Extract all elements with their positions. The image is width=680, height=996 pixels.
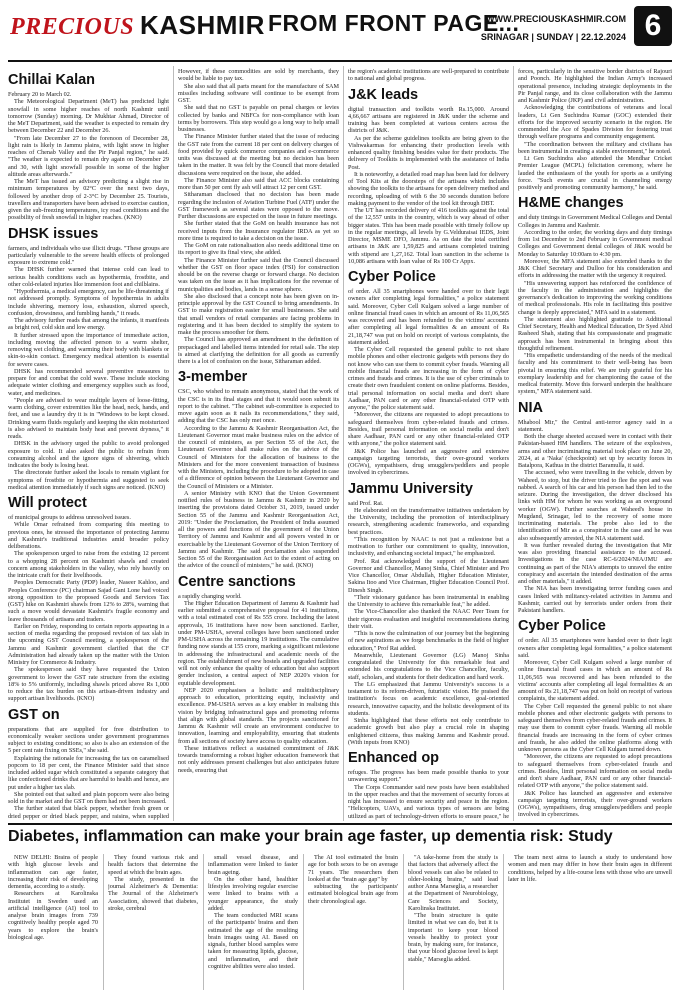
paragraph: The team conducted MRI scans of the participants' brains and then estimated the age of the resulting brain images using AI. Based on signals, further blood samples were taken for measuring lipids, glucose, and inflammation, and their cognitive abilities were also tested. [208,912,298,970]
column-divider [103,854,104,990]
section-rule [8,823,672,825]
paragraph: "His empathetic understanding of the needs of the medical faculty and his commitment to their well-being has been pivotal in ensuring this relief. We are truly grateful for his exemplary leadership and for championing the cause of the medical fraternity. Move this forward underpin the healthcare system," MFA statement said. [518,352,672,396]
paragraph: However, if these commodities are sold by merchants, they would be liable to pay tax. [178,68,339,83]
paragraph: said Prof. Rai. [348,499,384,507]
paragraph: "The coordination between the military and civilians has been instrumental in creating a stable environment," he noted. [518,140,672,155]
paragraph: The Corps Commander said new posts have been established in the upper reaches and that the movement of security forces at night has increased to ensure security and peace in the region. "Helicopters, UAVs, and various types of sensors are being utilized as part of technology-driven efforts to ensure peace," he [348,783,509,820]
paragraph: These initiatives reflect a sustained commitment of J&K towards transforming a robust higher education framework that not only addresses present challenges but also anticipates future needs, ensuring that [178,744,339,774]
paragraph: He elaborated on the transformative initiatives undertaken by the University, including the promotion of interdisciplinary research, strengthening academic frameworks, and expanding best practices. [348,506,509,536]
column-divider [513,66,514,821]
logo-precious: PRECIOUS [10,14,135,40]
paragraph: The Cyber Cell requested the general public to not share mobile phones and other electronic gadgets with persons to safeguard themselves from cyber-related frauds and crimes. It may use them to commit cyber frauds. Warning all mobile financial frauds are increasing in the form of cyber crimes and frauds, he also added the online platforms along with unknown persons as the Cyber Cell Kulgam turned down. [518,702,672,753]
paragraph: digital transaction and toolkits worth Rs.15,000. Around 4,66,667 artisans are registered in J&K under the scheme and training has been completed at various centers across the districts of J&K. [348,105,509,135]
paragraph: She pointed out that salted and plain popcorn were also being sold in the market and the GST on them had not been increased. [8,790,169,805]
paragraph: The Meteorological Department (MeT) has predicted light snowfall in some higher reaches of north Kashmir until tomorrow (Sunday) morning. Dr Mukhtar Ahmad, Director of the MeT Department, said the weather is expected to remain dry between December 22 and December 26. [8,98,169,135]
paragraph: "Their visionary guidance has been instrumental in enabling the University to achieve this remarkable feat," he added. [348,593,509,608]
headline-nia: NIA [518,399,543,416]
paragraph: Meanwhile, Lieutenant Governor (LG) Manoj Sinha congratulated the University for this remarkable feat and extended his congratulations to the Vice Chancellor, faculty, staff, scholars, and students for their dedication and hard work. [348,651,509,681]
paragraph: It is noteworthy, a detailed road map has been laid for delivery of Tool Kits at the doorsteps of the artisans which includes showing the toolkits to the artisans for open delivery method and recording, uploading of with 6 the 30 seconds duration before making payment to the vendor of the tool kit through DBT. [348,170,509,207]
paragraph: The Council has approved an amendment in the definition of prepackaged and labelled items intended for retail sale. The step is aimed at clarifying the definition for all goods as currently there is a lot of confusion on the issue, Sitharaman added. [178,336,339,365]
paragraph: Earlier on Friday, responding to certain reports appearing in a section of media regarding the proposed revision of tax slab in the upcoming GST Council meeting, a spokesperson of the Jammu and Kashmir government clarified that the CF Administration had already taken up the matter with the Union Ministry for Commerce & Industry. [8,622,169,666]
paragraph: Both the charge sheeted accused were in contact with their Pakistan-based HM handlers. The seizure of the explosives, arms and other incriminating material took place on June 20, 2024, at a 'Naka' (checkpoint) set up by security forces in Batalpora, Kathua in the district Baramulla, it said. [518,433,672,469]
paragraph: "This recognition by NAAC is not just a milestone but a motivation to further our commitment to quality, innovation, inclusivity, and enhancing societal impact," he emphasized. [348,535,509,558]
logo-kashmir: KASHMIR [140,10,265,40]
paragraph: The further stated that black pepper, whether fresh green or dried pepper or dried black pepper, and raisins, when supplied [8,805,169,820]
paragraph: The advisory further reads that among the infants, it manifests as bright red, cold skin and low energy. [8,317,169,332]
headline-jammu-university: Jammu University [348,480,473,497]
paragraph: On the other hand, healthier lifestyles involving regular exercise were linked to brains with a younger appearance, the study added. [208,875,298,912]
headline-gst-on: GST on [8,706,60,723]
masthead-rule [8,60,672,62]
paragraph: The Finance Minister also said that ACC blocks containing more than 50 per cent fly ash will attract 12 per cent GST. [178,176,339,191]
bottom-column-6 [508,854,672,992]
paragraph: J&K Police has launched an aggressive and extensive campaign targeting terrorists, their over-ground workers (OGWs), sympathisers, drug smugglers/peddlers and people involved in cybercrimes. [518,789,672,819]
bottom-column-1 [8,854,98,992]
paragraph: preparations that are supplied for free distribution to economically weaker sections under government programmes subject to existing conditions; so also is also an extension of the 5 per cent rate fixing on SSEs," she said. [8,725,169,755]
column-1 [8,68,169,820]
paragraph: February 20 to March 02. [8,91,72,98]
paragraph: It further stressed upon the importance of immediate action, including moving the affected person to a warm shelter, removing wet clothing, and warming their body with blankets or skin-to-skin contact. Emergency medical attention is essential for severe cases. [8,331,169,368]
paragraph: According to the order, the working days and duty timings from 1st December to 2nd February in Government medical Colleges and Government dental colleges of J&K would be Monday to Saturday 10:00am to 4:30 pm. [518,228,672,258]
paragraph: The Finance Minister further said that the Council discussed whether the GST on floor space index (FSI) for construction should be on the reverse charge or forward charge. No decision was taken on the issue as it has implications for the revenue of municipalities and bodies, lands in a sense sphere. [178,256,339,293]
paragraph: The team next aims to launch a study to understand how women and men may differ in how their brain ages in different conditions, helped by a life-course lens with those who are unwell later in life. [508,854,672,883]
newspaper-logo[interactable] [10,10,265,40]
paragraph: forces, particularly in the sensitive border districts of Rajouri and Poonch. He highlighted the Indian Army's increased operational presence, including strategic deployments in the Pir Panjal range, and its close collaboration with the Jammu and Kashmir Police (JKP) and civil administration. [518,68,672,104]
paragraph: Explaining the rationale for increasing the tax on caramelised popcorn to 18 per cent, the Finance Minister said that since included added sugar which constituted a separate category that like confectioned drinks that are harmful to health and hence, are put under a higher tax slab. [8,754,169,791]
paragraph: The AI tool estimated the brain age for both sexes to be on average 71 years. The researchers then looked at the "brain age gap" by [308,854,398,883]
paragraph: A senior Ministry with KNO that the Union Government notified rules of business in Jammu & Kashmir in 2020 by inserting the provisions dated October 31, 2019, issued under Section 55 of the Jammu and Kashmir Reorganisation Act, 2019: "Under the Proclamation, the President of India assumed all the powers and functions of the government of the Union Territory of Jammu and Kashmir and all powers vested in or exercisable by the Lieutenant Governor of the Union Territory of Jammu and Kashmir. The said proclamation also suspended Section 55 of the Reorganisation Act to the extent of acting on the advice of the council of ministers," he said. (KNO) [178,489,339,570]
paragraph: NEW DELHI: Brains of people with high glucose levels and inflammation can age faster, increasing their risk of developing dementia, according to a study. [8,854,98,890]
website-url[interactable]: WWW.PRECIOUSKASHMIR.COM [486,14,626,24]
paragraph: a rapidly changing world. [178,592,242,600]
paragraph: Mhabool Mir," the Central anti-terror agency said in a statement. [518,418,672,433]
headline-will-protect: Will protect [8,495,87,511]
paragraph: "Moreover, the citizens are requested to adopt precautions to safeguard themselves from cyber-related frauds and crimes. Besides, trail personal information on social media and don't share Aadhaar, PAN card or any other financial-related OTP with anyone," the police statement said. [348,411,509,448]
paragraph: Peoples Democratic Party (PDP) leader, Naseer Kahloo, and Peoples Conference (PC) chairman Sajad Gani Lone had voiced strong opposition to the proposed Goods and Services Tax (GST) hike on Kashmiri shawls from 12% to 28%, warning that such a move would devastate Kashmir's fragile economy and leave thousands of artisans and traders. [8,579,169,623]
paragraph: Sinha highlighted that these efforts not only contribute to academic growth but also play a crucial role in shaping enlightened citizens, thus making Jammu and Kashmir proud. (With inputs from KNO) [348,717,509,746]
paragraph: Lt Gen Suchindra also attended the Mendhar Cricket Premier League (MCPL) felicitation ceremony, where he lauded the enthusiasm of the youth for sports as a unifying force. "Such events are crucial in channeling energy positively and promoting community harmony," he said. [518,155,672,191]
paragraph: The NIA has been investigating terror funding cases and cases linked with militancy-related activities in Jammu and Kashmir, carried out by terrorists under orders from their Pakistani handlers. [518,585,672,614]
paragraph: According to the Jammu & Kashmir Reorganisation Act, the Lieutenant Governor must make business rules on the advice of the council of ministers, as per Section 55 of the Act, the Lieutenant Governor shall make rules on the advice of the Council of Ministers for the allocation of business to the Ministers and for the more convenient transaction of business with the Ministers, including the procedure to be adopted in case of a difference of opinion between the Lieutenant Governor and the Council of Ministers or a Minister. [178,424,339,490]
section-title: FROM FRONT PAGE... [268,10,520,36]
paragraph: of order. All 35 smartphones were handed over to their legit owners after completing legal formalities," a police statement said. [518,637,672,659]
dateline: SRINAGAR | SUNDAY | 22.12.2024 [480,32,626,42]
paragraph: The GoM on rate rationalisation also needs additional time on its report to give its final view, she added. [178,242,339,257]
headline-cyber-police-2: Cyber Police [518,618,606,635]
paragraph: "This is now the culmination of our journey but the beginning of new aspirations as we forge benchmarks in the field of higher education," Prof Rai added. [348,630,509,652]
paragraph: "A take-home from the study is that factors that adversely affect the blood vessels can also be related to older-looking brains," said lead author Anna Marseglia, a researcher at the Department of Neurobiology, Care Sciences and Society, Karolinska Institutet. [408,854,498,912]
bottom-column-3 [208,854,298,992]
paragraph: of municipal groups to address unresolved issues. [8,514,131,521]
column-divider [173,66,174,821]
paragraph: While Omar refrained from comparing this meeting to previous ones, he stressed the importance of protecting Jammu and Kashmir's traditional industries amid broader policy deliberations. [8,521,169,550]
paragraph: "People are advised to wear multiple layers of loose-fitting, warm clothing, cover extremities like the head, neck, hands, and feet, and use a laundry dry it is in "Windows to be kept closed. Drinking warm fluids regularly and keeping the skin moisturized is also advised to maintain body heat and prevent dryness," it reads. [8,396,169,440]
column-divider [303,854,304,990]
column-divider [343,66,344,821]
headline-dhsk-issues: DHSK issues [8,225,99,242]
paragraph: Researchers at Karolinska Institutet in Sweden used an artificial intelligence (AI) tool to analyse brain images from 739 cognitively healthy people aged 70 years to explore the brain's biological age. [8,890,98,941]
paragraph: farmers, and individuals who use illicit drugs. "These groups are particularly vulnerable to the severe health effects of prolonged exposure to extreme cold." [8,244,169,266]
headline-enhanced-op: Enhanced op [348,750,440,766]
column-divider [203,854,204,990]
paragraph: The study, presented in the journal Alzheimer's & Dementia: The Journal of the Alzheimer's Association, showed that diabetes, stroke, cerebral [108,875,198,912]
headline-centre-sanctions: Centre sanctions [178,573,296,590]
paragraph: The Higher Education Department of Jammu & Kashmir had earlier submitted a comprehensive proposal for 41 institutions, with a total estimated cost of Rs 555 crore. Including the latest approvals, 16 institutions have now been sanctioned. Earlier, under PM-USHA, several colleges have been sanctioned under PM-USHA across the remaining 19 institutions. The cumulative funding now stands at 155 crore, marking a significant milestone in addressing the infrastructural and academic needs of the region. The establishment of new hostels and upgraded facilities will not only enhance the quality of education but also support gender inclusion, a central aspect of NEP 2020's vision for equitable development. [178,599,339,687]
bottom-story-columns [8,854,672,992]
paragraph: subtracting the participants' estimated biological brain age from their chronological age. [308,883,398,905]
paragraph: The MeT has issued an advisory predicting a slight rise in minimum temperatures by 02°C over the next two days, followed by another drop of 2-3°C by December 25. Tourists, travellers and transporters have been advised to exercise caution, given the sub-freezing temperatures, icy road conditions and the possibility of fresh snowfall in higher reaches. (KNO) [8,178,169,222]
paragraph: They found various risk and health factors that determine the speed at which the brain ages. [108,854,198,876]
headline-diabetes-study: Diabetes, inflammation can make your brain age faster, up dementia risk: Study [8,828,613,845]
paragraph: The directorate further asked the locals to remain vigilant for symptoms of frostbite or hypothermia and suggested to seek medical attention immediately if such signs are noticed. (KNO) [8,469,169,491]
column-3 [348,68,509,820]
paragraph: The UT has recorded delivery of 416 toolkits against the total of the 12,557 units in the country, which is way ahead of other bigger states. This has been made possible with timely follow up in the regular meetings, all levels by G.Velduraisai IEDS, Joint Director, MSME DFO, Jammu. As on date the total certified artisans in J&K are 1,59,825 and artisans completed training with stipend are 1,27,162. Total loan sanction in the scheme is 10,086 artisans with loan value of Rs 100 Cr Appx. [348,207,509,265]
headline-jk-leads: J&K leads [348,86,419,103]
paragraph: small vessel disease, and inflammation were linked to faster brain ageing. [208,854,298,876]
column-4 [518,68,672,820]
paragraph: DHSK in the advisory urged the public to avoid prolonged exposure to cold. It also asked the public to refrain from consuming alcohol and the ignore signs of shivering, which indicates the body is losing heat. [8,440,169,469]
bottom-column-5 [408,854,498,992]
paragraph: NEP 2020 emphasises a holistic and multidisciplinary approach to education, prioritizing equity, inclusivity and excellence. PM-USHA serves as a key enabler in realising this vision by bridging infrastructural gaps and promoting reforms that align with global standards. The projects sanctioned for Jammu & Kashmir will create an environment conducive to innovation, learning and employability, ensuring that students from all sections of society have access to quality education. [178,686,339,745]
headline-3-member: 3-member [178,369,248,386]
paragraph: The Finance Minister further stated that the issue of reducing the GST rate from the current 18 per cent on delivery charges of food provided by quick commerce companies and e-commerce units was discussed at the meeting but no decision has been taken in the matter. It was felt by the Council that more detailed discussions were required on the issue, she added. [178,133,339,177]
paragraph: Moreover, Cyber Cell Kulgam solved a large number of online financial fraud cases in which an amount of Rs 11,06,565 was recovered and has been refunded to the victims' accounts after completing all legal formalities & an amount of Rs 21,18,747 was put on hold on receipt of various complaints, the statement added. [518,659,672,703]
paragraph: refuges. The progress has been made possible thanks to your unwavering support." [348,769,509,784]
paragraph: The Cyber Cell requested the general public to not share mobile phones and other electronic gadgets with persons they do not know who can use them to commit cyber frauds. Warning all mobile financial frauds are increasing in the form of cyber crimes and frauds and crimes. It is the use of cyber criminals to create their own fraudulent content on online platforms. Besides, trial personal information on social media and don't share Aadhaar, PAN card or any other financial-related OTP with anyone," the police statement said. [348,346,509,411]
paragraph: It was further revealed during the investigation that Mir was also providing financial assistance to the accused. Investigations in the case RC-6/2024/NIA/JMU are continuing as part of the NIA's attempts to unravel the entire conspiracy and ascertain the intended destination of the arms and other materials," it added. [518,541,672,585]
headline-hme-changes: H&ME changes [518,195,624,212]
paragraph: The spokesperson urged to raise from the existing 12 percent to a whopping 28 percent on Kashmiri shawls and created concern among stakeholders in the valley, who rely heavily on the intricate craft for their livelihoods. [8,550,169,579]
paragraph: The statement also highlighted gratitude to Additional Chief Secretary, Health and Medical Education, Dr Syed Abid Rasheed Shah, stating that his compassionate and pragmatic approach has been instrumental in bringing about this thoughtful refinement. [518,315,672,352]
paragraph: CSC, who wished to remain anonymous, stated that the work of the CSC is in its final stages and that it would soon submit its report to the cabinet. "The cabinet sub-committee is expected to move again soon as it nails its recommendations," they said, adding that the CSC has only met once. [178,388,339,425]
paragraph: Acknowledging the contributions of veterans and local leaders, Lt Gen Suchindra Kumar (GOC) extended their efforts for the improved security scenario in the region. He commended the Ace of Spades Division for fostering trust through welfare programs and community engagement. [518,104,672,141]
paragraph: of order. All 35 smartphones were handed over to their legit owners after completing legal formalities," a police statement said. Moreover, Cyber Cell Kulgam solved a large number of online financial fraud cases in which an amount of Rs 11,06,565 was recovered and has been refunded to the victims' accounts after completing all legal formalities & an amount of Rs 21,18,747 was put on hold on receipt of various complaints, the statement added. [348,288,509,346]
headline-cyber-police: Cyber Police [348,269,436,285]
paragraph: J&K Police has launched an aggressive and extensive campaign targeting terrorists, their over-ground workers (OGWs), sympathisers, drug smugglers/peddlers and people involved in cybercrimes. [348,447,509,477]
paragraph: and duty timings in Government Medical Colleges and Dental Colleges in Jammu and Kashmir. [518,214,672,229]
paragraph: She further stated that the GoM on health insurance has not received inputs from the Insurance regulator IRDA as yet so more time is required to take a decision on the issue. [178,220,339,242]
bottom-column-2 [108,854,198,992]
headline-chillai-kalan: Chillai Kalan [8,72,96,88]
paragraph: "The brain structure is quite limited in what we can do, but it is important to keep your blood vessels healthy to protect your brain, by making sure, for instance, that your blood glucose level is kept stable," Marseglia added. [408,912,498,963]
paragraph: She also said that all parts meant for the manufacture of SAM missiles including software will continue to be exempt from GST. [178,82,339,104]
paragraph: "Moreover, the citizens are requested to adopt precautions to safeguard themselves from cyber-related frauds and crimes. Besides, limit personal information on social media and don't share Aadhaar, PAN card or any other financial-related OTP with anyone," the police statement said. [518,753,672,790]
column-divider [403,854,404,990]
paragraph: She also disclosed that a concept note has been given on in-principle approval by the GST Council to bring amendments. In GST to make registration easier for small businesses. She said that small vendors of retail companies are facing problems in registering and it has been decided to simplify the system to make the process smoother for them. [178,292,339,336]
paragraph: DHSK has recommended several preventive measures to prepare for and combat the cold wave. These include stocking adequate winter clothing and emergency supplies such as food, water, and medicines. [8,367,169,397]
paragraph: "Hypothermia, a medical emergency, can be life-threatening if not addressed promptly. Symptoms of hypothermia in adults include shivering, memory loss, exhaustion, slurred speech, confusion, drowsiness, and fumbling hands," it reads. [8,288,169,317]
paragraph: The LG emphasized that Jammu University's success is a testament to its reform-driven, futuristic vision. He praised the institution's focus on academic excellence, goal-oriented research, innovative capacity, and the holistic development of its students. [348,680,509,717]
paragraph: Sitharaman disclosed that no decision has been made regarding the inclusion of Aviation Turbine Fuel (ATF) under the GST framework as several states were opposed to the move. Further discussions are expected on the issue in future meetings. [178,191,339,220]
paragraph: The spokesperson said they have requested the Union government to lower the GST rate structure from the existing 18% to 5% uniformly, including shawls priced above Rs 1,000 to reduce the tax burden on this artisan-driven industry and support artisan livelihoods. (KNO) [8,666,169,703]
paragraph: The DHSK further warned that intense cold can lead to serious health conditions such as hypothermia, frostbite, and other cold-related injuries like immersion foot and chilblains. [8,266,169,288]
paragraph: "From late December 27 to the forenoon of December 28, light rain is likely in Jammu plains, with light snow in higher reaches of Chenab Valley and the Pir Panjal region," he said. "The weather is expected to remain dry again on December 29 and 30, with light snowfall possible in some of the higher altitude areas afterwards." [8,134,169,178]
paragraph: The accused, who were travelling in the vehicle, driven by Waheed, to stop, but the driver tried to flee the spot and was nabbed. A search of his car and his person had then led to the seizure. During the investigation, the driver disclosed his links with HM for whom he was working as an overground worker (OGW). Further searches at Waheed's house in Mugdand, Srinagar, led to the recovery of some more incriminating materials. The probe also led to the identification of Mir as a conspirator in the case and he was also subsequently arrested, the NIA statement said. [518,469,672,542]
column-2 [178,68,339,820]
masthead [8,6,672,58]
paragraph: As per the scheme guidelines toolkits are being given to the Vishwakarmas for enhancing their production levels with enhanced quality finishing besides value for their products. The delivery of Toolkits is implemented with the assistance of India Post. [348,134,509,171]
bottom-story [8,826,672,992]
paragraph: She said that no GST is payable on penal charges or levies collected by banks and NBFCs for non-compliance with loan terms by borrowers. This step would go a long way to help small businesses. [178,104,339,133]
bottom-column-4 [308,854,398,992]
paragraph: the region's academic institutions are well-prepared to contribute to national and global progress. [348,68,509,83]
paragraph: "His unwavering support has reinforced the confidence of the faculty in the administration and highlights the governance's dedication to improving the working conditions of medical professionals. His role in facilitating this positive change is deeply appreciated," MFA said in a statement. [518,279,672,316]
paragraph: The Vice-Chancellor also thanked the NAAC Peer Team for their rigorous evaluation and insightful recommendations during their visit. [348,608,509,630]
page-number: 6 [634,6,672,46]
column-divider [503,854,504,990]
paragraph: Prof. Rai acknowledged the support of the Lieutenant Governor and Chancellor, Manoj Sinha, Chief Minister and Pro Vice Chancellor, Omar Abdullah, Higher Education Minister, Sakina Itoo and Vice Chairman, Higher Education Council Prof. Dinesh Singh. [348,557,509,594]
paragraph: Moreover, the MFA statement also extended thanks to the J&K Chief Secretary and Dulloo for his consideration and efforts in addressing the matter with the urgency it required. [518,257,672,280]
